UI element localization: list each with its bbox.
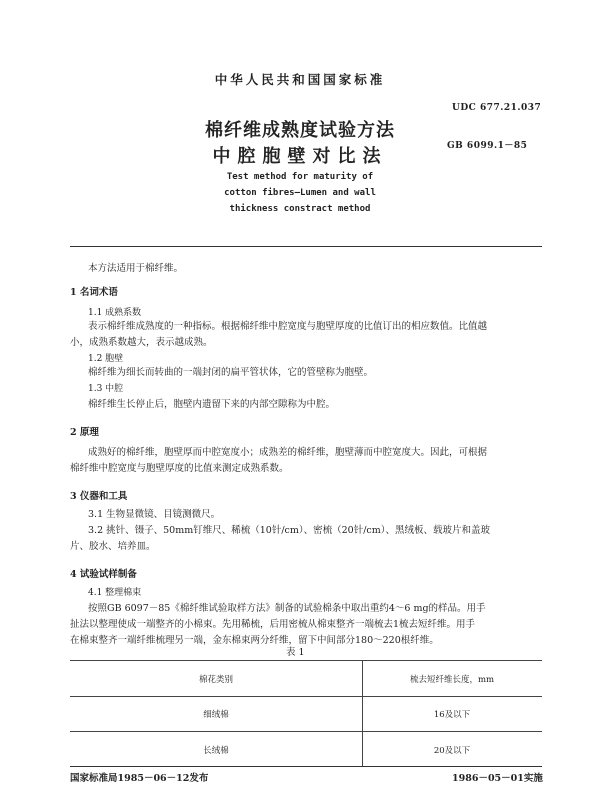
table-border-row2: [70, 731, 542, 732]
section-1-1-line2: 小，成熟系数越大，表示越成熟。: [70, 337, 213, 348]
table-row-1-length: 16及以下: [433, 710, 471, 720]
section-3-1-line1: 3.1 生物显微镜、目镜测微尺。: [88, 509, 221, 520]
footer-divider: [70, 766, 542, 767]
section-3-2-line1: 3.2 挑针、镊子、50mm钉维尺、稀梳（10针/cm）、密梳（20针/cm）、黑绒板、载玻片和盖玻: [88, 525, 490, 536]
section-1-1-heading: 1.1 成熟系数: [88, 308, 142, 318]
intro-paragraph: 本方法适用于棉纤维。: [88, 263, 184, 274]
section-3-2-line2: 片、胶水、培养皿。: [70, 541, 156, 552]
fiber-length-table: [70, 660, 542, 766]
section-2-line2: 棉纤维中腔宽度与胞壁厚度的比值来测定成熟系数。: [70, 463, 289, 474]
section-4-heading: 4 试验试样制备: [70, 569, 137, 580]
udc-code: UDC 677.21.037: [452, 103, 542, 113]
table-row-2-category: 长绒棉: [203, 746, 229, 756]
section-1-3-heading: 1.3 中腔: [88, 384, 124, 394]
table-header-category: 棉花类别: [198, 675, 233, 685]
section-3-heading: 3 仪器和工具: [70, 491, 128, 502]
section-1-1-line1: 表示棉纤维成熟度的一种指标。根据棉纤维中腔宽度与胞壁厚度的比值订出的相应数值。比值越: [88, 321, 488, 332]
section-1-heading: 1 名词术语: [70, 287, 118, 298]
english-title-line3: thickness constract method: [229, 204, 371, 214]
table-header-length: 梳去短纤维长度，mm: [409, 675, 495, 685]
effective-date: 1986－05－01实施: [452, 773, 543, 784]
section-1-2-heading: 1.2 胞壁: [88, 354, 124, 364]
document-title-line1: 棉纤维成熟度试验方法: [205, 120, 395, 141]
section-1-2-line1: 棉纤维为细长而转曲的一端封闭的扁平管状体，它的管壁称为胞壁。: [88, 367, 374, 378]
table-border-row1: [70, 696, 542, 697]
table-row-2-length: 20及以下: [433, 746, 471, 756]
table-caption: 表 1: [286, 647, 305, 658]
header-divider: [70, 246, 542, 247]
issue-date: 国家标准局1985－06－12发布: [70, 773, 209, 784]
section-2-line1: 成熟好的棉纤维，胞壁厚而中腔宽度小；成熟差的棉纤维，胞壁薄而中腔宽度大。因此，可根据: [88, 447, 488, 458]
table-border-top: [70, 660, 542, 661]
table-row-1-category: 细绒棉: [203, 710, 229, 720]
english-title-line2: cotton fibres—Lumen and wall: [224, 188, 376, 198]
country-standard-title: 中华人民共和国国家标准: [214, 72, 386, 87]
section-4-1-line2: 扯法以整理使成一端整齐的小棉束。先用稀梳，后用密梳从棉束整齐一端梳去1梳去短纤维。用手: [70, 619, 476, 630]
section-1-3-line1: 棉纤维生长停止后，胞壁内遗留下来的内部空隙称为中腔。: [88, 399, 336, 410]
section-4-1-line3: 在棉束整齐一端纤维梳理另一端，金东棉束两分纤维，留下中间部分180～220根纤维。: [70, 635, 439, 646]
section-2-heading: 2 原理: [70, 427, 99, 438]
standard-number: GB 6099.1－85: [447, 141, 528, 151]
section-4-1-heading: 4.1 整理棉束: [88, 588, 142, 598]
section-4-1-line1: 按照GB 6097－85《棉纤维试验取样方法》制备的试验棉条中取出重约4～6 mg的样品。用手: [88, 603, 486, 614]
document-title-line2: 中腔胞壁对比法: [212, 146, 388, 167]
english-title-line1: Test method for maturity of: [226, 172, 374, 182]
